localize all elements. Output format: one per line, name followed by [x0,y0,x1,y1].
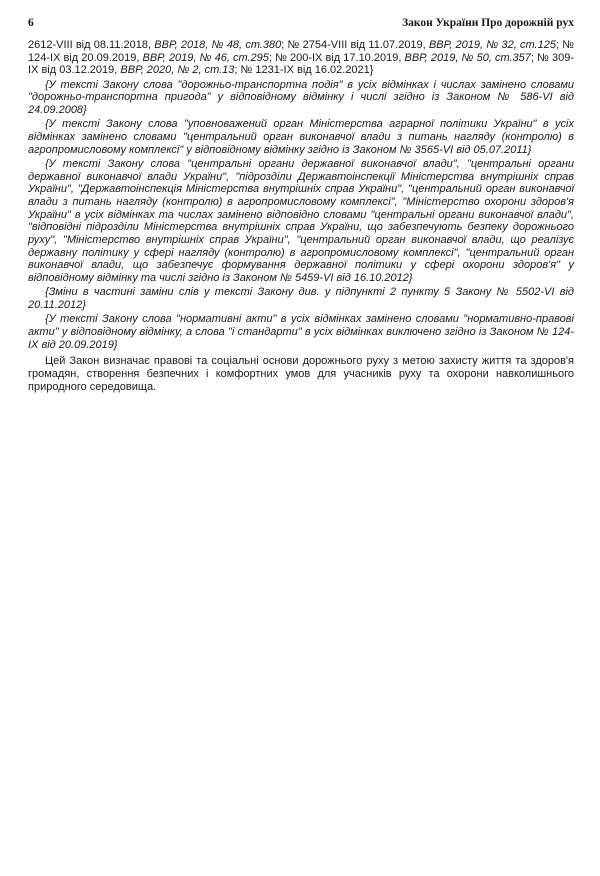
editorial-note-4: {Зміни в частині заміни слів у тексті Закону див. у підпункті 2 пункту 5 Закону № 5502-VI від 20.11.2012} [28,286,574,312]
editorial-note-2: {У тексті Закону слова "уповноважений орган Міністерства аграрної політики України" в усіх відмінках замінено словами "центральний орган виконавчої влади з питань нагляду (контролю) в агропромисловому комплексі" у відповідному відмінку згідно із Законом № 3565-VI від 05.07.2011} [28,118,574,156]
editorial-note-3: {У тексті Закону слова "центральні органи державної виконавчої влади", "центральні органи державної виконавчої влади України", "підрозділи Державтоінспекції Міністерства внутрішніх справ України", "Державтоінспекція Міністерства внутрішніх справ України", "центральний орган виконавчої влади з питань нагляду (контролю) в агропромисловому комплексі", "Міністерство охорони здоров'я України" в усіх відмінках та числах замінено відповідно словами "центральні органи виконавчої влади", "відповідні підрозділи Міністерства внутрішніх справ України, що забезпечують безпеку дорожнього руху", "Міністерство внутрішніх справ України", "центральний орган виконавчої влади, що реалізує державну політику у сфері нагляду (контролю) в агропромисловому комплексі", "центральний орган виконавчої влади, що забезпечує формування державної політики у сфері охорони здоров'я" у відповідному відмінку та числі згідно із Законом № 5459-VI від 16.10.2012} [28,157,574,285]
amendment-segment: ; № 1231-IX від 16.02.2021} [234,64,374,77]
running-title: Закон України Про дорожній рух [402,17,574,29]
amendments-list [28,39,574,77]
document-body [28,39,574,393]
amendment-segment: ; № 200-IX від 17.10.2019, [268,51,405,64]
law-preamble: Цей Закон визначає правові та соціальні основи дорожнього руху з метою захисту життя та здоров'я громадян, створення безпечних і комфортних умов для учасників руху та охорони навколишнього природного середовища. [28,355,574,393]
editorial-note-5: {У тексті Закону слова "нормативні акти" в усіх відмінках замінено словами "нормативно-правові акти" у відповідному відмінку, а слова "і стандарти" в усіх відмінках виключено згідно із Законом № 124-IX від 20.09.2019} [28,313,574,351]
amendment-segment: ВВР, 2019, № 32, ст.125 [428,39,556,51]
amendment-segment: ; № 309-IX від 03.12.2019, [28,51,574,77]
amendment-segment: ВВР, 2019, № 50, ст.357 [404,51,531,64]
page-header [28,17,574,33]
amendment-segment: ВВР, 2018, № 48, ст.380 [154,39,282,51]
amendment-segment: ВВР, 2020, № 2, ст.13 [120,64,235,77]
amendment-segment: ВВР, 2019, № 46, ст.295 [142,51,269,64]
page-number: 6 [28,17,34,29]
amendment-segment: ; № 2754-VIII від 11.07.2019, [281,39,429,51]
amendment-segment: ; № 124-IX від 20.09.2019, [28,39,574,64]
editorial-note-1: {У тексті Закону слова "дорожньо-транспортна подія" в усіх відмінках і числах замінено словами "дорожньо-транспортна пригода" у відповідному відмінку і числі згідно із Законом № 586-VI від 24.09.2008} [28,78,574,117]
amendment-segment: 2612-VIII від 08.11.2018, [28,39,155,51]
